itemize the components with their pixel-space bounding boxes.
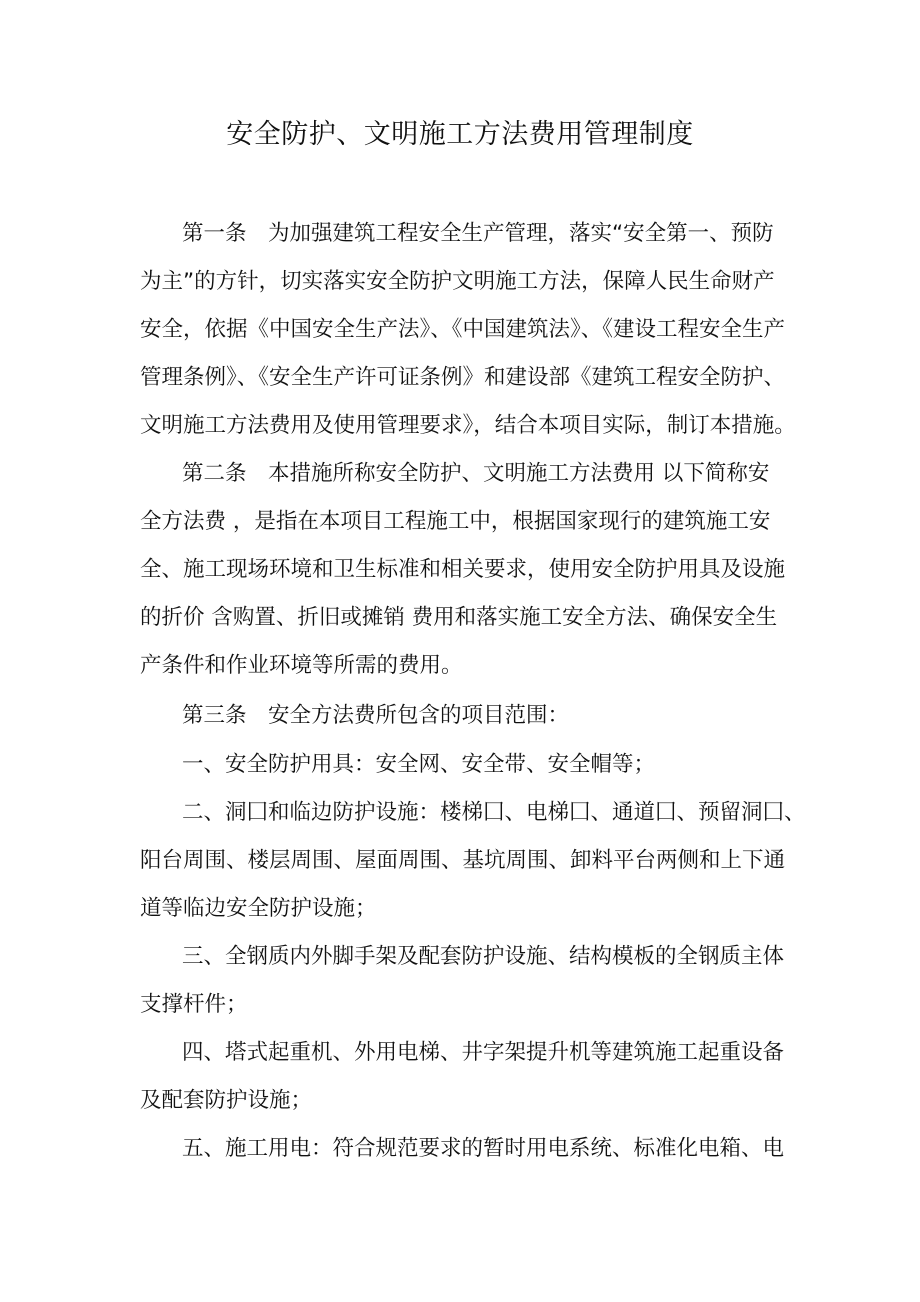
paragraph-line: 四、塔式起重机、外用电梯、井字架提升机等建筑施工起重设备 (182, 1040, 785, 1065)
document-title: 安全防护、文明施工方法费用管理制度 (226, 119, 694, 150)
paragraph-line: 道等临边安全防护设施； (140, 896, 377, 921)
paragraph-line: 管理条例》、《安全生产许可证条例》和建设部《建筑工程安全防护、 (140, 365, 786, 390)
paragraph-line: 第三条 安全方法费所包含的项目范围： (182, 703, 570, 728)
paragraph-line: 的折价 含购置、折旧或摊销 费用和落实施工安全方法、确保安全生 (140, 605, 778, 630)
paragraph-line: 第一条 为加强建筑工程安全生产管理，落实“安全第一、预防 (182, 221, 774, 246)
paragraph-line: 产条件和作业环境等所需的费用。 (140, 653, 463, 678)
paragraph-line: 文明施工方法费用及使用管理要求》，结合本项目实际，制订本措施。 (140, 413, 796, 438)
paragraph-line: 为主”的方针，切实落实安全防护文明施工方法，保障人民生命财产 (140, 269, 775, 294)
paragraph-line: 一、安全防护用具：安全网、安全带、安全帽等； (182, 752, 656, 777)
paragraph-line: 二、洞囗和临边防护设施：楼梯囗、电梯囗、通道囗、预留洞囗、 (182, 800, 806, 825)
paragraph-line: 三、全钢质内外脚手架及配套防护设施、结构模板的全钢质主体 (182, 944, 785, 969)
paragraph-line: 阳台周围、楼层周围、屋面周围、基坑周围、卸料平台两侧和上下通 (140, 848, 786, 873)
paragraph-line: 全方法费 ，是指在本项目工程施工中，根据国家现行的建筑施工安 (140, 509, 771, 534)
paragraph-line: 支撑杆件； (140, 992, 248, 1017)
paragraph-line: 第二条 本措施所称安全防护、文明施工方法费用 以下简称安 (182, 461, 770, 486)
paragraph-line: 五、施工用电：符合规范要求的暂时用电系统、标准化电箱、电 (182, 1136, 785, 1161)
paragraph-line: 及配套防护设施； (140, 1088, 313, 1113)
paragraph-line: 全、施工现场环境和卫生标准和相关要求，使用安全防护用具及设施 (140, 557, 786, 582)
paragraph-line: 安全，依据《中国安全生产法》、《中国建筑法》、《建设工程安全生产 (140, 317, 786, 342)
